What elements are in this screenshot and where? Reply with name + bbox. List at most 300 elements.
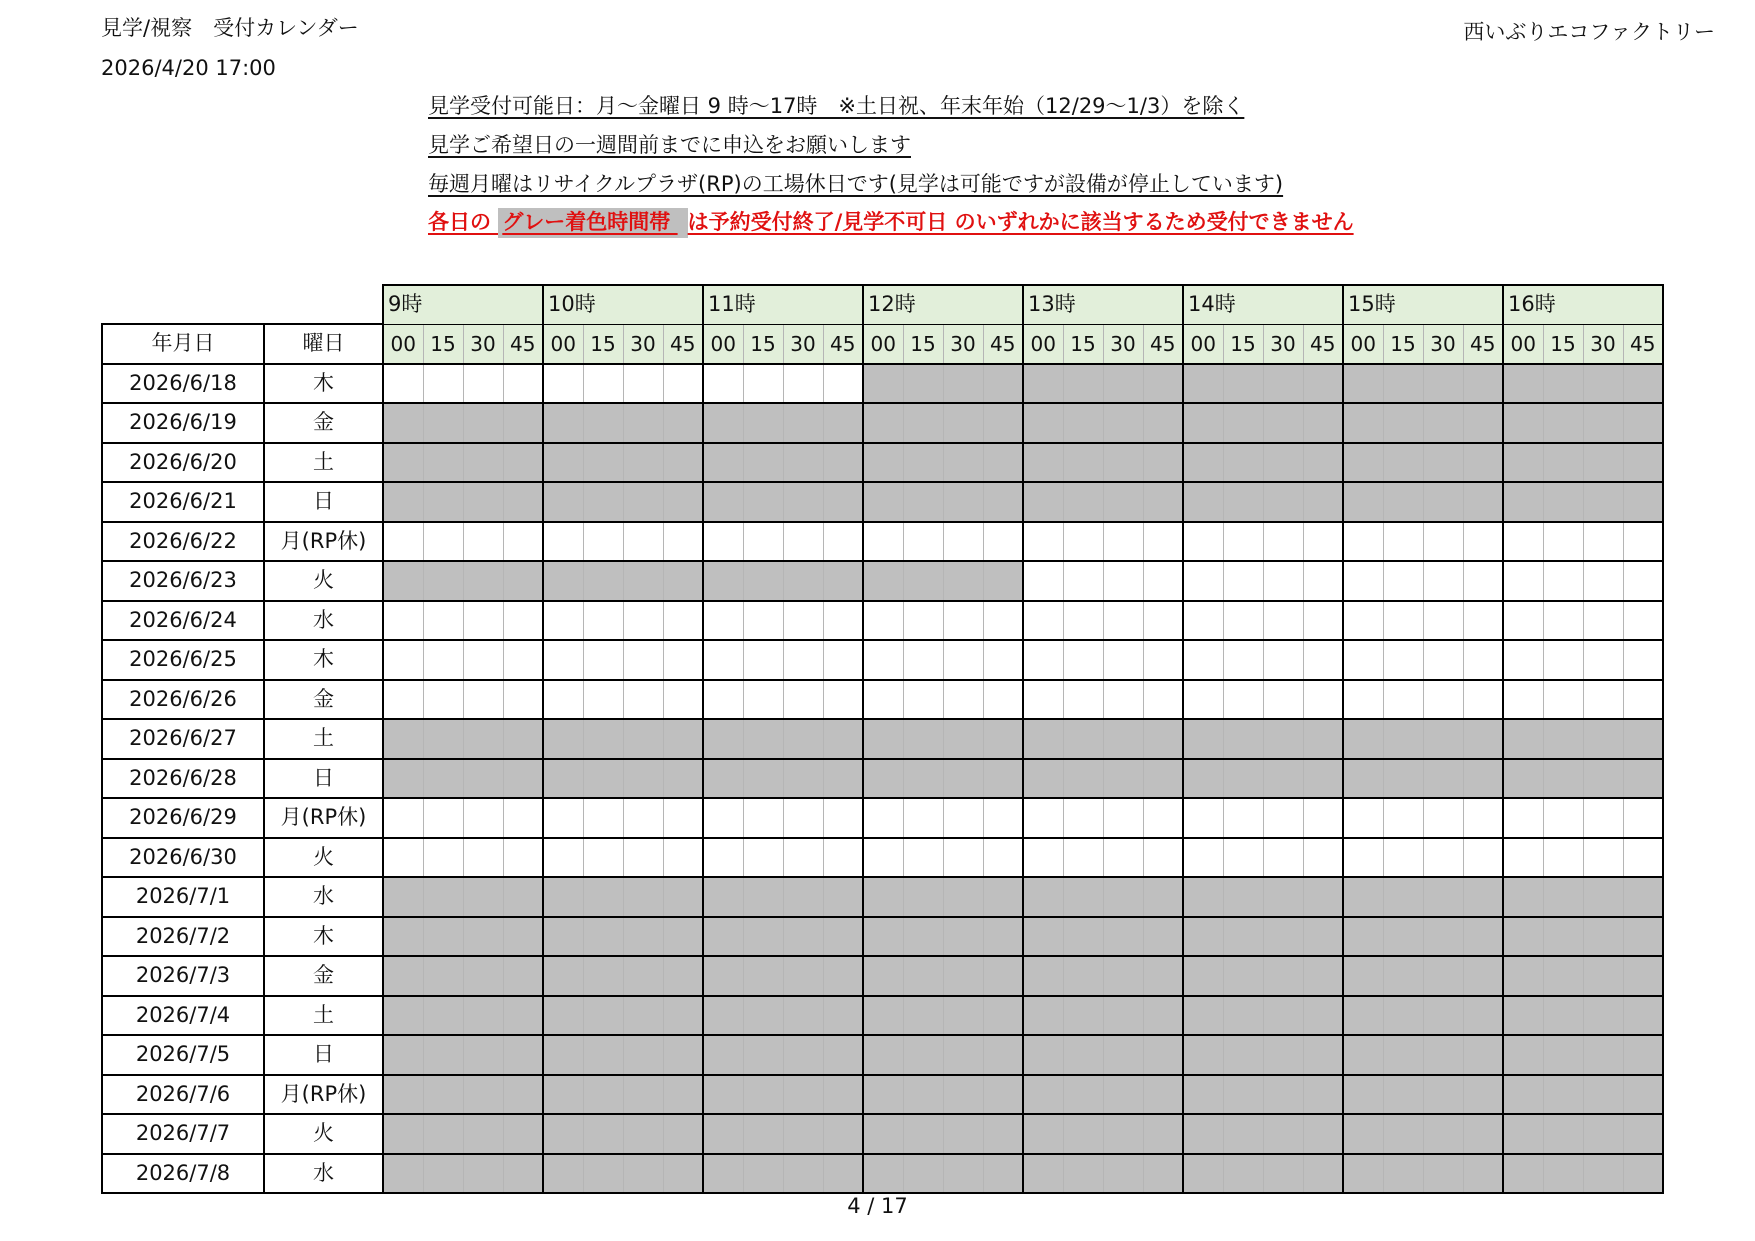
time-slot-open[interactable] [1303,798,1343,838]
time-slot-open[interactable] [1503,522,1543,562]
time-slot-open[interactable] [663,640,703,680]
minute-header: 15 [423,324,463,364]
time-slot-closed [1263,1035,1303,1075]
time-slot-open[interactable] [1623,601,1663,641]
time-slot-closed [1103,956,1143,996]
time-slot-closed [1183,403,1223,443]
time-slot-open[interactable] [383,838,423,878]
time-slot-open[interactable] [1463,640,1503,680]
time-slot-open[interactable] [1503,798,1543,838]
time-slot-open[interactable] [1183,561,1223,601]
time-slot-open[interactable] [543,601,583,641]
time-slot-open[interactable] [623,680,663,720]
time-slot-closed [823,482,863,522]
time-slot-open[interactable] [943,522,983,562]
time-slot-open[interactable] [1183,798,1223,838]
time-slot-open[interactable] [943,601,983,641]
time-slot-open[interactable] [983,838,1023,878]
row-date: 2026/6/23 [102,561,264,601]
time-slot-open[interactable] [703,522,743,562]
time-slot-open[interactable] [583,680,623,720]
minute-header: 30 [463,324,503,364]
row-date: 2026/6/26 [102,680,264,720]
time-slot-open[interactable] [903,522,943,562]
time-slot-open[interactable] [1463,522,1503,562]
organization-name: 西いぶりエコファクトリー [1463,20,1715,44]
time-slot-open[interactable] [1623,798,1663,838]
time-slot-closed [1023,877,1063,917]
time-slot-open[interactable] [423,838,463,878]
time-slot-open[interactable] [1423,680,1463,720]
time-slot-open[interactable] [1623,522,1663,562]
time-slot-open[interactable] [1343,798,1383,838]
time-slot-open[interactable] [1303,522,1343,562]
time-slot-open[interactable] [1263,561,1303,601]
time-slot-open[interactable] [1303,601,1343,641]
row-date: 2026/6/29 [102,798,264,838]
time-slot-open[interactable] [503,640,543,680]
time-slot-open[interactable] [1503,838,1543,878]
time-slot-open[interactable] [823,522,863,562]
time-slot-open[interactable] [663,798,703,838]
time-slot-open[interactable] [1343,640,1383,680]
time-slot-open[interactable] [1143,640,1183,680]
time-slot-open[interactable] [543,640,583,680]
time-slot-open[interactable] [823,838,863,878]
time-slot-open[interactable] [623,640,663,680]
time-slot-open[interactable] [1223,561,1263,601]
time-slot-open[interactable] [1223,601,1263,641]
time-slot-open[interactable] [1583,522,1623,562]
time-slot-open[interactable] [1263,640,1303,680]
time-slot-open[interactable] [383,798,423,838]
time-slot-open[interactable] [1343,522,1383,562]
time-slot-open[interactable] [1063,601,1103,641]
time-slot-open[interactable] [503,522,543,562]
time-slot-open[interactable] [1423,561,1463,601]
time-slot-open[interactable] [1423,838,1463,878]
time-slot-open[interactable] [943,798,983,838]
time-slot-closed [503,443,543,483]
time-slot-closed [503,719,543,759]
time-slot-open[interactable] [623,798,663,838]
time-slot-open[interactable] [823,680,863,720]
time-slot-open[interactable] [1263,680,1303,720]
time-slot-open[interactable] [1463,798,1503,838]
time-slot-open[interactable] [1343,680,1383,720]
time-slot-open[interactable] [1183,838,1223,878]
time-slot-open[interactable] [423,522,463,562]
time-slot-open[interactable] [903,680,943,720]
time-slot-open[interactable] [1183,601,1223,641]
time-slot-open[interactable] [1543,640,1583,680]
time-slot-closed [903,996,943,1036]
time-slot-closed [1583,443,1623,483]
time-slot-open[interactable] [1023,640,1063,680]
time-slot-open[interactable] [1023,522,1063,562]
time-slot-open[interactable] [1423,640,1463,680]
time-slot-open[interactable] [863,838,903,878]
time-slot-open[interactable] [1063,640,1103,680]
time-slot-open[interactable] [1103,601,1143,641]
time-slot-open[interactable] [1063,680,1103,720]
time-slot-open[interactable] [423,680,463,720]
time-slot-open[interactable] [663,680,703,720]
time-slot-closed [1303,1035,1343,1075]
time-slot-open[interactable] [1023,601,1063,641]
time-slot-closed [1463,996,1503,1036]
time-slot-closed [583,443,623,483]
time-slot-open[interactable] [783,522,823,562]
time-slot-open[interactable] [1343,838,1383,878]
time-slot-open[interactable] [463,364,503,404]
time-slot-open[interactable] [1103,838,1143,878]
reservation-calendar [101,284,1664,1194]
time-slot-open[interactable] [1623,838,1663,878]
time-slot-closed [1343,403,1383,443]
time-slot-closed [543,917,583,957]
time-slot-closed [783,1075,823,1115]
time-slot-open[interactable] [1503,680,1543,720]
time-slot-open[interactable] [1063,798,1103,838]
time-slot-open[interactable] [703,798,743,838]
time-slot-open[interactable] [903,601,943,641]
updated-datetime: 2026/4/20 17:00 [101,56,276,80]
time-slot-closed [1423,1035,1463,1075]
time-slot-closed [1183,719,1223,759]
time-slot-open[interactable] [1103,522,1143,562]
time-slot-open[interactable] [743,364,783,404]
time-slot-open[interactable] [1623,640,1663,680]
time-slot-open[interactable] [1623,680,1663,720]
time-slot-open[interactable] [1063,522,1103,562]
time-slot-closed [1503,1035,1543,1075]
time-slot-open[interactable] [1583,640,1623,680]
time-slot-open[interactable] [1143,561,1183,601]
time-slot-open[interactable] [943,640,983,680]
time-slot-closed [543,482,583,522]
time-slot-open[interactable] [1263,798,1303,838]
time-slot-open[interactable] [783,838,823,878]
time-slot-open[interactable] [783,364,823,404]
time-slot-closed [1343,996,1383,1036]
time-slot-closed [1583,482,1623,522]
time-slot-open[interactable] [863,601,903,641]
time-slot-open[interactable] [1463,680,1503,720]
time-slot-open[interactable] [543,838,583,878]
time-slot-open[interactable] [1423,522,1463,562]
time-slot-open[interactable] [543,364,583,404]
time-slot-open[interactable] [703,680,743,720]
time-slot-open[interactable] [1023,561,1063,601]
time-slot-open[interactable] [783,798,823,838]
time-slot-open[interactable] [1543,838,1583,878]
time-slot-closed [1223,1035,1263,1075]
time-slot-open[interactable] [543,522,583,562]
time-slot-open[interactable] [1503,640,1543,680]
time-slot-open[interactable] [1503,561,1543,601]
time-slot-open[interactable] [1543,601,1583,641]
time-slot-open[interactable] [1583,680,1623,720]
time-slot-open[interactable] [543,798,583,838]
time-slot-open[interactable] [623,364,663,404]
time-slot-open[interactable] [1143,838,1183,878]
time-slot-open[interactable] [823,640,863,680]
time-slot-open[interactable] [703,838,743,878]
time-slot-open[interactable] [703,640,743,680]
time-slot-closed [1063,956,1103,996]
time-slot-closed [1303,403,1343,443]
time-slot-closed [943,1154,983,1194]
table-row [102,680,1663,720]
time-slot-open[interactable] [1383,640,1423,680]
time-slot-open[interactable] [1223,680,1263,720]
time-slot-open[interactable] [423,640,463,680]
time-slot-open[interactable] [1063,838,1103,878]
time-slot-open[interactable] [1543,680,1583,720]
time-slot-open[interactable] [983,522,1023,562]
time-slot-open[interactable] [1223,522,1263,562]
time-slot-open[interactable] [1463,601,1503,641]
time-slot-open[interactable] [663,364,703,404]
time-slot-open[interactable] [1063,561,1103,601]
time-slot-open[interactable] [663,838,703,878]
minute-header: 00 [1183,324,1223,364]
time-slot-open[interactable] [743,601,783,641]
time-slot-open[interactable] [1583,798,1623,838]
time-slot-open[interactable] [863,680,903,720]
time-slot-closed [383,877,423,917]
time-slot-closed [423,403,463,443]
time-slot-closed [783,996,823,1036]
time-slot-open[interactable] [783,680,823,720]
time-slot-open[interactable] [423,364,463,404]
time-slot-open[interactable] [743,640,783,680]
time-slot-closed [1303,1075,1343,1115]
time-slot-closed [903,1035,943,1075]
time-slot-closed [1543,364,1583,404]
time-slot-open[interactable] [1543,561,1583,601]
time-slot-open[interactable] [983,601,1023,641]
time-slot-open[interactable] [1463,838,1503,878]
time-slot-open[interactable] [1343,561,1383,601]
time-slot-open[interactable] [1343,601,1383,641]
time-slot-open[interactable] [903,640,943,680]
time-slot-open[interactable] [1383,522,1423,562]
time-slot-open[interactable] [1143,798,1183,838]
time-slot-open[interactable] [1383,838,1423,878]
time-slot-closed [423,719,463,759]
time-slot-open[interactable] [1383,601,1423,641]
time-slot-open[interactable] [463,601,503,641]
time-slot-open[interactable] [743,680,783,720]
time-slot-open[interactable] [1303,838,1343,878]
time-slot-closed [1383,719,1423,759]
time-slot-closed [823,759,863,799]
time-slot-closed [1583,917,1623,957]
time-slot-closed [1623,482,1663,522]
time-slot-open[interactable] [983,680,1023,720]
time-slot-open[interactable] [903,798,943,838]
time-slot-open[interactable] [1023,798,1063,838]
time-slot-open[interactable] [663,522,703,562]
time-slot-open[interactable] [743,838,783,878]
time-slot-open[interactable] [1263,601,1303,641]
time-slot-open[interactable] [383,364,423,404]
time-slot-open[interactable] [1223,798,1263,838]
time-slot-open[interactable] [1543,798,1583,838]
row-weekday: 水 [264,601,383,641]
time-slot-open[interactable] [703,601,743,641]
time-slot-open[interactable] [903,838,943,878]
time-slot-open[interactable] [1143,601,1183,641]
time-slot-open[interactable] [503,601,543,641]
time-slot-open[interactable] [383,680,423,720]
time-slot-closed [1343,956,1383,996]
time-slot-closed [703,1075,743,1115]
time-slot-open[interactable] [1183,640,1223,680]
time-slot-closed [1543,403,1583,443]
time-slot-open[interactable] [583,601,623,641]
time-slot-closed [1463,917,1503,957]
time-slot-open[interactable] [943,838,983,878]
time-slot-open[interactable] [1183,680,1223,720]
time-slot-open[interactable] [863,640,903,680]
time-slot-open[interactable] [1023,838,1063,878]
calendar-table [101,284,1664,1194]
time-slot-closed [1143,956,1183,996]
time-slot-closed [823,917,863,957]
time-slot-open[interactable] [383,601,423,641]
time-slot-open[interactable] [1143,522,1183,562]
time-slot-open[interactable] [503,838,543,878]
time-slot-open[interactable] [463,798,503,838]
time-slot-open[interactable] [1103,680,1143,720]
time-slot-closed [863,1114,903,1154]
time-slot-open[interactable] [863,798,903,838]
time-slot-open[interactable] [1103,640,1143,680]
time-slot-open[interactable] [1583,601,1623,641]
time-slot-open[interactable] [863,522,903,562]
time-slot-open[interactable] [1463,561,1503,601]
time-slot-open[interactable] [383,640,423,680]
time-slot-open[interactable] [503,364,543,404]
time-slot-open[interactable] [583,640,623,680]
time-slot-open[interactable] [1383,680,1423,720]
time-slot-open[interactable] [583,798,623,838]
time-slot-open[interactable] [623,601,663,641]
time-slot-open[interactable] [1223,838,1263,878]
time-slot-open[interactable] [983,798,1023,838]
time-slot-open[interactable] [783,640,823,680]
time-slot-open[interactable] [1303,640,1343,680]
time-slot-closed [863,403,903,443]
hour-header: 13時 [1023,285,1183,324]
time-slot-open[interactable] [623,522,663,562]
time-slot-closed [1343,1075,1383,1115]
time-slot-open[interactable] [383,522,423,562]
time-slot-closed [903,403,943,443]
time-slot-open[interactable] [943,680,983,720]
time-slot-closed [1583,1035,1623,1075]
time-slot-open[interactable] [1583,838,1623,878]
minute-header: 45 [663,324,703,364]
time-slot-open[interactable] [423,798,463,838]
time-slot-open[interactable] [1303,561,1343,601]
time-slot-open[interactable] [1223,640,1263,680]
minute-header: 15 [1543,324,1583,364]
time-slot-open[interactable] [423,601,463,641]
time-slot-closed [1463,1154,1503,1194]
time-slot-open[interactable] [1423,601,1463,641]
time-slot-open[interactable] [463,680,503,720]
time-slot-open[interactable] [463,640,503,680]
minute-header: 45 [503,324,543,364]
time-slot-closed [623,1154,663,1194]
time-slot-open[interactable] [1623,561,1663,601]
time-slot-open[interactable] [1183,522,1223,562]
time-slot-closed [1343,719,1383,759]
time-slot-closed [463,917,503,957]
time-slot-open[interactable] [1583,561,1623,601]
time-slot-open[interactable] [1263,838,1303,878]
time-slot-open[interactable] [1263,522,1303,562]
time-slot-open[interactable] [1383,561,1423,601]
row-date: 2026/6/20 [102,443,264,483]
time-slot-open[interactable] [583,838,623,878]
time-slot-closed [1103,1035,1143,1075]
time-slot-open[interactable] [1103,561,1143,601]
time-slot-open[interactable] [1543,522,1583,562]
time-slot-open[interactable] [463,838,503,878]
time-slot-closed [1543,759,1583,799]
time-slot-open[interactable] [1103,798,1143,838]
time-slot-open[interactable] [503,798,543,838]
time-slot-open[interactable] [1143,680,1183,720]
time-slot-open[interactable] [503,680,543,720]
time-slot-open[interactable] [623,838,663,878]
time-slot-open[interactable] [1423,798,1463,838]
time-slot-open[interactable] [1303,680,1343,720]
time-slot-open[interactable] [823,364,863,404]
time-slot-closed [423,1114,463,1154]
time-slot-open[interactable] [743,522,783,562]
time-slot-open[interactable] [1503,601,1543,641]
time-slot-open[interactable] [463,522,503,562]
time-slot-open[interactable] [583,364,623,404]
time-slot-closed [663,443,703,483]
time-slot-open[interactable] [823,601,863,641]
time-slot-open[interactable] [823,798,863,838]
time-slot-open[interactable] [743,798,783,838]
minute-header: 00 [1503,324,1543,364]
time-slot-open[interactable] [663,601,703,641]
time-slot-closed [623,1114,663,1154]
time-slot-open[interactable] [703,364,743,404]
time-slot-open[interactable] [583,522,623,562]
time-slot-open[interactable] [783,601,823,641]
minute-header: 30 [1103,324,1143,364]
row-weekday: 日 [264,482,383,522]
time-slot-closed [1423,482,1463,522]
row-weekday: 木 [264,917,383,957]
time-slot-open[interactable] [983,640,1023,680]
time-slot-closed [983,759,1023,799]
time-slot-closed [983,482,1023,522]
time-slot-open[interactable] [1023,680,1063,720]
time-slot-open[interactable] [1383,798,1423,838]
time-slot-open[interactable] [543,680,583,720]
